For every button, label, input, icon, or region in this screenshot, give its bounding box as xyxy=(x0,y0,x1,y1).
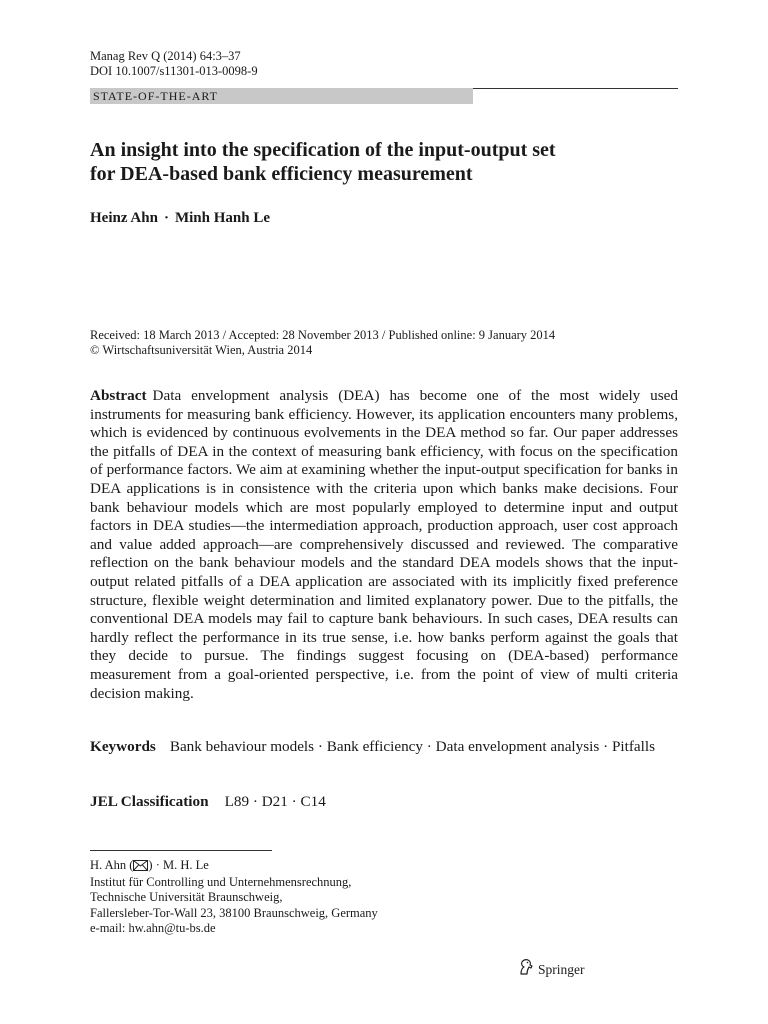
publication-dates xyxy=(90,328,555,358)
title-line: for DEA-based bank efficiency measurement xyxy=(90,163,473,185)
footnote-author-b: ) · M. H. Le xyxy=(148,858,209,872)
jel-label: JEL Classification xyxy=(90,793,209,810)
correspondence-line xyxy=(90,858,378,875)
copyright-line: © Wirtschaftsuniversität Wien, Austria 2014 xyxy=(90,343,313,357)
address-line: Fallersleber-Tor-Wall 23, 38100 Braunschweig, Germany xyxy=(90,905,378,920)
affiliation-line: Institut für Controlling und Unternehmensrechnung, xyxy=(90,875,352,890)
footnote-author-a: H. Ahn ( xyxy=(90,858,134,872)
abstract-text: Data envelopment analysis (DEA) has become one of the most widely used instruments for measuring bank efficiency. However, its application encounters many problems, which is evidenced by continuous evolvements in the DEA method so far. Our paper addresses the pitfalls of DEA in the context of measuring bank efficiency, with focus on the specification of performance factors. We aim at examining whether the input-output specification for banks in DEA applications is in consistence with the criteria upon which banks make decisions. Four bank behaviour models which are most popularly employed to determine input and output factors in DEA studies—the intermediation approach, production approach, user cost approach and value added approach—are comprehensively discussed and reviewed. The comparative reflection on the bank behaviour models and the standard DEA models shows that the input-output related pitfalls of a DEA application are associated with its implicitly fixed preference structure, flexible weight determination and limited explanatory power. Due to the pitfalls, the conventional DEA models may fail to capture bank behaviours. In such cases, DEA results can hardly reflect the performance in its true sense, i.e. how banks perform against the goals that they decide to pursue. The findings suggest focusing on (DEA-based) performance measurement from a goal-oriented perspective, i.e. from the point of view of multi criteria decision making. xyxy=(90,387,678,702)
email-line[interactable]: e-mail: hw.ahn@tu-bs.de xyxy=(90,920,216,935)
publisher-name: Springer xyxy=(538,961,585,977)
footnote-rule xyxy=(90,850,272,851)
publisher-logo xyxy=(517,958,585,981)
keywords-text: Bank behaviour models · Bank efficiency · Data envelopment analysis · Pitfalls xyxy=(169,738,655,755)
author-name: Minh Hanh Le xyxy=(174,210,270,226)
springer-horse-icon xyxy=(517,958,535,981)
title-line: An insight into the specification of the input-output set xyxy=(90,139,556,161)
jel-codes: L89 · D21 · C14 xyxy=(224,793,326,810)
received-line: Received: 18 March 2013 / Accepted: 28 November 2013 / Published online: 9 January 2014 xyxy=(90,328,556,342)
abstract-label: Abstract xyxy=(90,387,147,404)
paper-title xyxy=(90,138,678,186)
journal-citation: Manag Rev Q (2014) 64:3–37 xyxy=(90,49,241,63)
keywords-label: Keywords xyxy=(90,738,156,755)
abstract xyxy=(90,387,678,703)
author-list xyxy=(90,208,270,228)
author-affiliation xyxy=(90,858,378,936)
keywords xyxy=(90,737,678,756)
author-separator: · xyxy=(163,210,169,226)
author-name: Heinz Ahn xyxy=(90,210,158,226)
affiliation-line: Technische Universität Braunschweig, xyxy=(90,890,283,905)
envelope-icon xyxy=(133,860,148,875)
jel-classification xyxy=(90,792,326,811)
section-label: STATE-OF-THE-ART xyxy=(90,88,473,104)
journal-doi: DOI 10.1007/s11301-013-0098-9 xyxy=(90,64,258,78)
journal-header xyxy=(90,49,258,79)
